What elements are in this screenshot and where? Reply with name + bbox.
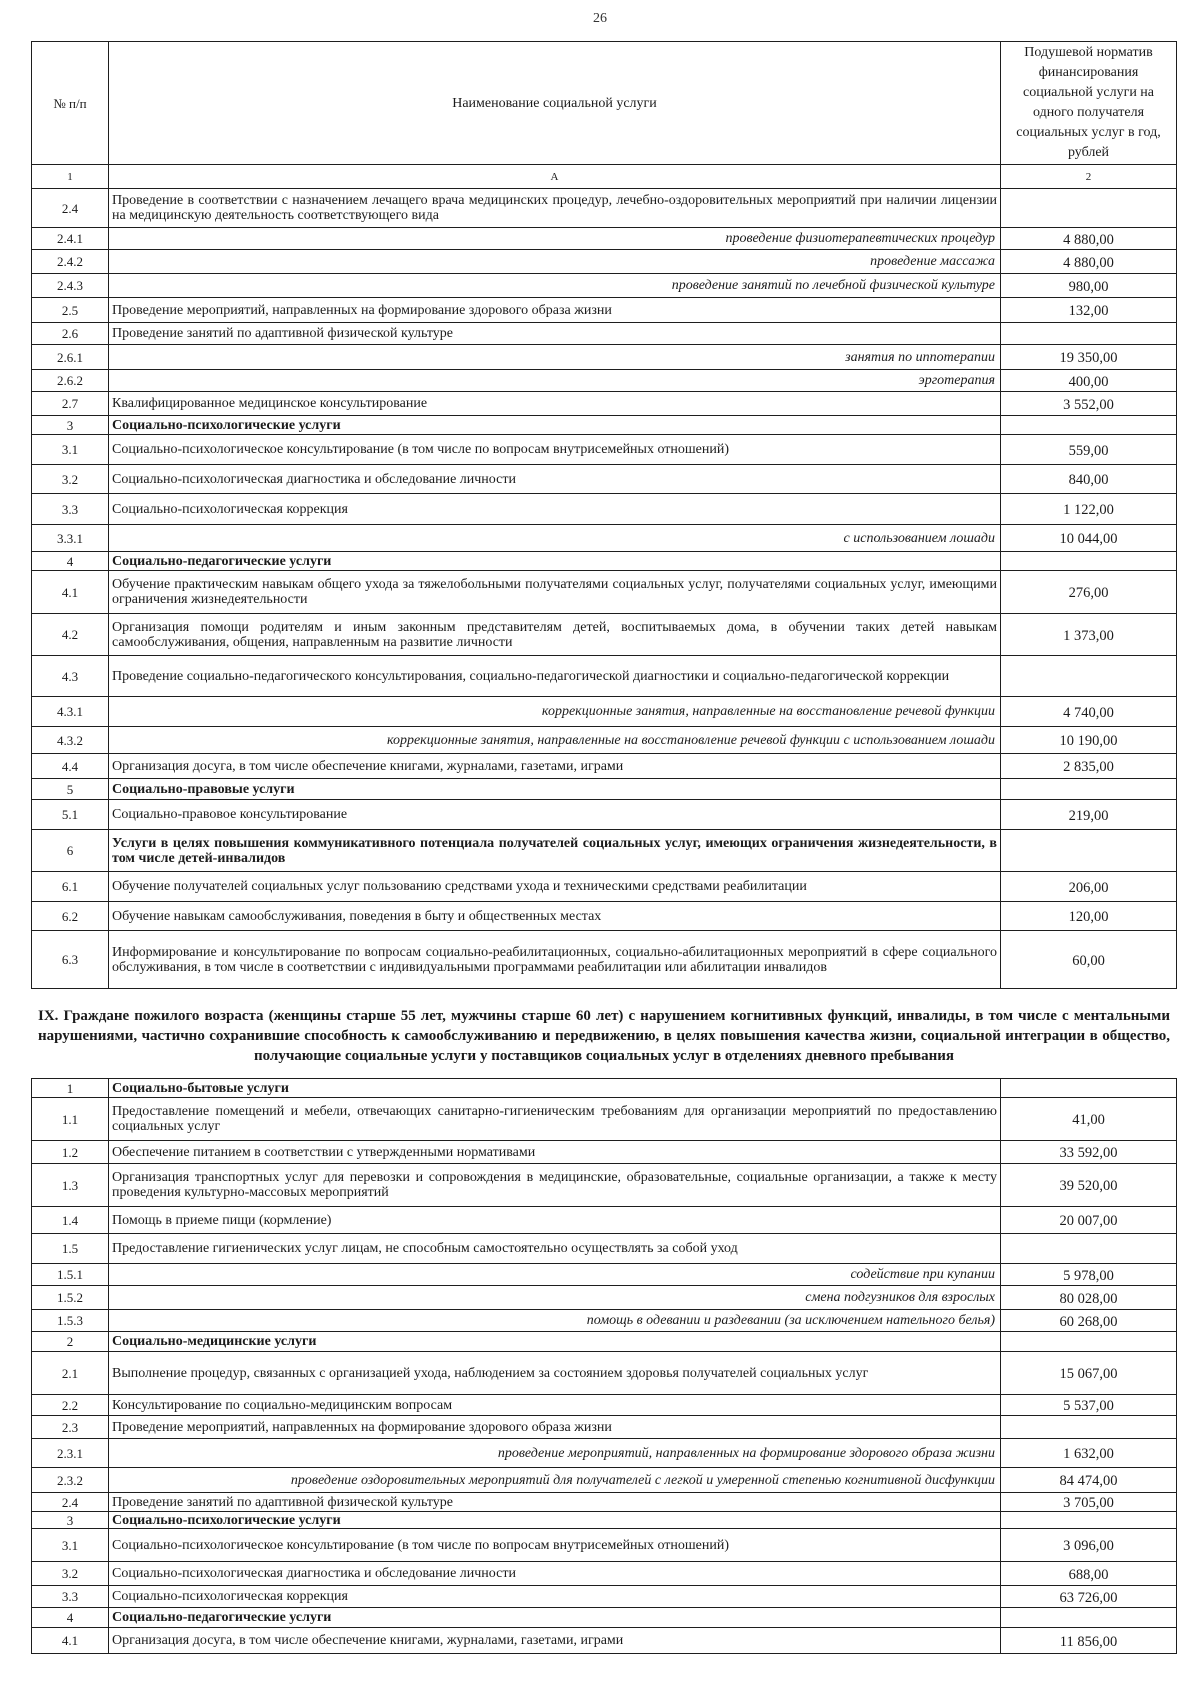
service-name: содействие при купании: [109, 1264, 1001, 1286]
service-name: Консультирование по социально-медицинским вопросам: [109, 1395, 1001, 1416]
row-number: 6.2: [32, 902, 109, 931]
row-number: 3.1: [32, 435, 109, 465]
section-row: [32, 830, 1177, 872]
value-column-header: Подушевой норматив финансирования социальной услуги на одного получателя социальных услуг в год, рублей: [1001, 42, 1177, 165]
services-table-section-ix: [31, 1078, 1177, 1654]
row-number: 3: [32, 1512, 109, 1529]
funding-value: 10 044,00: [1001, 525, 1177, 552]
funding-value: 559,00: [1001, 435, 1177, 465]
service-name: Проведение занятий по адаптивной физической культуре: [109, 323, 1001, 345]
row-number: 3.2: [32, 465, 109, 494]
row-number: 6.1: [32, 872, 109, 902]
service-name: Социально-правовые услуги: [109, 779, 1001, 800]
subitem-row: [32, 228, 1177, 250]
service-name: Информирование и консультирование по вопросам социально-реабилитационных, социально-абилитационных мероприятий в сфере социального обслуживания, в том числе в соответствии с индивидуальными программами реабилитации или абилитации инвалидов: [109, 931, 1001, 989]
service-row: [32, 1562, 1177, 1586]
service-name: Обучение получателей социальных услуг пользованию средствами ухода и техническими средствами реабилитации: [109, 872, 1001, 902]
service-row: [32, 1493, 1177, 1512]
service-row: [32, 902, 1177, 931]
service-name: занятия по иппотерапии: [109, 345, 1001, 370]
service-row: [32, 435, 1177, 465]
row-number: 2.4.3: [32, 274, 109, 298]
service-name: Организация помощи родителям и иным законным представителям детей, воспитываемых дома, в обучении таких детей навыкам самообслуживания, общения, направленным на развитие личности: [109, 614, 1001, 656]
funding-value: 688,00: [1001, 1562, 1177, 1586]
funding-value: [1001, 189, 1177, 228]
service-name: Социально-психологические услуги: [109, 1512, 1001, 1529]
row-number: 6: [32, 830, 109, 872]
subitem-row: [32, 345, 1177, 370]
funding-value: [1001, 1608, 1177, 1628]
service-row: [32, 1529, 1177, 1562]
service-name: помощь в одевании и раздевании (за исключением нательного белья): [109, 1310, 1001, 1332]
funding-value: 219,00: [1001, 800, 1177, 830]
row-number: 3: [32, 416, 109, 435]
row-number: 2.1: [32, 1352, 109, 1395]
funding-value: 19 350,00: [1001, 345, 1177, 370]
service-name: коррекционные занятия, направленные на восстановление речевой функции с использованием лошади: [109, 727, 1001, 754]
row-number: 2.4.2: [32, 250, 109, 274]
funding-value: 41,00: [1001, 1098, 1177, 1141]
service-row: [32, 1416, 1177, 1439]
row-number: 4.3.2: [32, 727, 109, 754]
funding-value: 5 537,00: [1001, 1395, 1177, 1416]
funding-value: [1001, 779, 1177, 800]
section-row: [32, 1608, 1177, 1628]
subitem-row: [32, 727, 1177, 754]
row-number: 1.5.1: [32, 1264, 109, 1286]
service-name: Проведение мероприятий, направленных на формирование здорового образа жизни: [109, 298, 1001, 323]
service-name: проведение занятий по лечебной физической культуре: [109, 274, 1001, 298]
funding-value: 3 552,00: [1001, 392, 1177, 416]
funding-value: [1001, 1416, 1177, 1439]
row-number: 1.1: [32, 1098, 109, 1141]
name-column-header: Наименование социальной услуги: [109, 42, 1001, 165]
row-number: 3.3: [32, 494, 109, 525]
section-row: [32, 1332, 1177, 1352]
section-ix-heading: IX. Граждане пожилого возраста (женщины старше 55 лет, мужчины старше 60 лет) с нарушением когнитивных функций, инвалиды, в том числе с ментальными нарушениями, частично сохранившие способность к самообслуживанию и передвижению, в целях повышения качества жизни, социальной интеграции в общество, получающие социальные услуги у поставщиков социальных услуг в отделениях дневного пребывания: [38, 1008, 1170, 1064]
column-numbering-row: [32, 165, 1177, 189]
funding-value: 11 856,00: [1001, 1628, 1177, 1654]
funding-value: 400,00: [1001, 370, 1177, 392]
row-number: 5.1: [32, 800, 109, 830]
service-name: Социально-правовое консультирование: [109, 800, 1001, 830]
funding-value: 1 373,00: [1001, 614, 1177, 656]
service-name: Социально-психологическая диагностика и обследование личности: [109, 1562, 1001, 1586]
service-row: [32, 1352, 1177, 1395]
subitem-row: [32, 525, 1177, 552]
service-name: Социально-педагогические услуги: [109, 552, 1001, 571]
service-row: [32, 189, 1177, 228]
section-row: [32, 1512, 1177, 1529]
column-number: 1: [32, 165, 109, 189]
page-number: 26: [593, 11, 607, 26]
service-row: [32, 1141, 1177, 1164]
funding-value: 2 835,00: [1001, 754, 1177, 779]
table-body: [32, 1079, 1177, 1654]
subitem-row: [32, 1439, 1177, 1468]
service-name: Обеспечение питанием в соответствии с утвержденными нормативами: [109, 1141, 1001, 1164]
service-row: [32, 1234, 1177, 1264]
services-table-continued: [31, 41, 1177, 989]
row-number: 1: [32, 1079, 109, 1098]
funding-value: [1001, 416, 1177, 435]
subitem-row: [32, 1468, 1177, 1493]
service-name: Квалифицированное медицинское консультирование: [109, 392, 1001, 416]
service-name: Проведение в соответствии с назначением лечащего врача медицинских процедур, лечебно-оздоровительных мероприятий при наличии лицензии на медицинскую деятельность соответствующего вида: [109, 189, 1001, 228]
service-row: [32, 754, 1177, 779]
funding-value: 20 007,00: [1001, 1207, 1177, 1234]
funding-value: 1 122,00: [1001, 494, 1177, 525]
subitem-row: [32, 370, 1177, 392]
service-name: Организация досуга, в том числе обеспечение книгами, журналами, газетами, играми: [109, 754, 1001, 779]
funding-value: 3 096,00: [1001, 1529, 1177, 1562]
row-number: 2.3: [32, 1416, 109, 1439]
funding-value: 5 978,00: [1001, 1264, 1177, 1286]
row-number: 5: [32, 779, 109, 800]
subitem-row: [32, 1310, 1177, 1332]
row-number: 4.1: [32, 1628, 109, 1654]
funding-value: 63 726,00: [1001, 1586, 1177, 1608]
service-name: Услуги в целях повышения коммуникативного потенциала получателей социальных услуг, имеющих ограничения жизнедеятельности, в том числе детей-инвалидов: [109, 830, 1001, 872]
service-row: [32, 1207, 1177, 1234]
funding-value: [1001, 552, 1177, 571]
service-name: Проведение социально-педагогического консультирования, социально-педагогической диагностики и социально-педагогической коррекции: [109, 656, 1001, 697]
service-row: [32, 1395, 1177, 1416]
row-number: 1.2: [32, 1141, 109, 1164]
row-number: 3.3.1: [32, 525, 109, 552]
number-column-header: № п/п: [32, 42, 109, 165]
row-number: 3.2: [32, 1562, 109, 1586]
row-number: 2.4.1: [32, 228, 109, 250]
row-number: 4: [32, 552, 109, 571]
service-name: Социально-психологические услуги: [109, 416, 1001, 435]
service-name: с использованием лошади: [109, 525, 1001, 552]
service-row: [32, 465, 1177, 494]
funding-value: 1 632,00: [1001, 1439, 1177, 1468]
service-name: Организация транспортных услуг для перевозки и сопровождения в медицинские, образовательные, социальные организации, а также к месту проведения культурно-массовых мероприятий: [109, 1164, 1001, 1207]
row-number: 2.6.2: [32, 370, 109, 392]
row-number: 1.5.3: [32, 1310, 109, 1332]
section-row: [32, 779, 1177, 800]
service-row: [32, 1164, 1177, 1207]
funding-value: 4 880,00: [1001, 250, 1177, 274]
funding-value: 84 474,00: [1001, 1468, 1177, 1493]
funding-value: [1001, 1512, 1177, 1529]
funding-value: 132,00: [1001, 298, 1177, 323]
section-row: [32, 416, 1177, 435]
service-name: Социально-психологическая диагностика и обследование личности: [109, 465, 1001, 494]
row-number: 4: [32, 1608, 109, 1628]
row-number: 2.4: [32, 1493, 109, 1512]
service-name: Социально-психологическая коррекция: [109, 1586, 1001, 1608]
funding-value: 120,00: [1001, 902, 1177, 931]
row-number: 2.3.2: [32, 1468, 109, 1493]
section-row: [32, 552, 1177, 571]
service-name: Проведение занятий по адаптивной физической культуре: [109, 1493, 1001, 1512]
subitem-row: [32, 250, 1177, 274]
service-name: Организация досуга, в том числе обеспечение книгами, журналами, газетами, играми: [109, 1628, 1001, 1654]
row-number: 2.4: [32, 189, 109, 228]
table-body: [32, 189, 1177, 989]
service-name: проведение физиотерапевтических процедур: [109, 228, 1001, 250]
service-row: [32, 931, 1177, 989]
row-number: 1.5.2: [32, 1286, 109, 1310]
funding-value: [1001, 323, 1177, 345]
funding-value: 4 740,00: [1001, 697, 1177, 727]
row-number: 1.5: [32, 1234, 109, 1264]
service-name: Социально-медицинские услуги: [109, 1332, 1001, 1352]
funding-value: [1001, 1234, 1177, 1264]
service-name: Социально-педагогические услуги: [109, 1608, 1001, 1628]
service-name: Обучение навыкам самообслуживания, поведения в быту и общественных местах: [109, 902, 1001, 931]
service-name: Социально-психологическое консультирование (в том числе по вопросам внутрисемейных отношений): [109, 1529, 1001, 1562]
subitem-row: [32, 697, 1177, 727]
service-name: Предоставление помещений и мебели, отвечающих санитарно-гигиеническим требованиям для организации мероприятий по предоставлению социальных услуг: [109, 1098, 1001, 1141]
service-row: [32, 298, 1177, 323]
row-number: 4.3: [32, 656, 109, 697]
funding-value: 39 520,00: [1001, 1164, 1177, 1207]
service-row: [32, 872, 1177, 902]
table-header-row: [32, 42, 1177, 165]
funding-value: 60 268,00: [1001, 1310, 1177, 1332]
funding-value: 33 592,00: [1001, 1141, 1177, 1164]
row-number: 4.1: [32, 571, 109, 614]
subitem-row: [32, 1286, 1177, 1310]
funding-value: [1001, 656, 1177, 697]
funding-value: 3 705,00: [1001, 1493, 1177, 1512]
service-name: смена подгузников для взрослых: [109, 1286, 1001, 1310]
row-number: 1.3: [32, 1164, 109, 1207]
column-number: 2: [1001, 165, 1177, 189]
subitem-row: [32, 274, 1177, 298]
funding-value: 840,00: [1001, 465, 1177, 494]
row-number: 4.4: [32, 754, 109, 779]
funding-value: 206,00: [1001, 872, 1177, 902]
subitem-row: [32, 1264, 1177, 1286]
column-number: А: [109, 165, 1001, 189]
row-number: 2: [32, 1332, 109, 1352]
service-row: [32, 614, 1177, 656]
row-number: 2.3.1: [32, 1439, 109, 1468]
service-name: коррекционные занятия, направленные на восстановление речевой функции: [109, 697, 1001, 727]
row-number: 4.3.1: [32, 697, 109, 727]
service-name: Предоставление гигиенических услуг лицам, не способным самостоятельно осуществлять за собой уход: [109, 1234, 1001, 1264]
funding-value: 10 190,00: [1001, 727, 1177, 754]
funding-value: [1001, 830, 1177, 872]
service-row: [32, 571, 1177, 614]
funding-value: [1001, 1332, 1177, 1352]
service-name: Проведение мероприятий, направленных на формирование здорового образа жизни: [109, 1416, 1001, 1439]
row-number: 2.2: [32, 1395, 109, 1416]
row-number: 3.1: [32, 1529, 109, 1562]
section-row: [32, 1079, 1177, 1098]
service-row: [32, 800, 1177, 830]
funding-value: 60,00: [1001, 931, 1177, 989]
funding-value: 4 880,00: [1001, 228, 1177, 250]
row-number: 2.6.1: [32, 345, 109, 370]
service-name: Социально-психологическое консультирование (в том числе по вопросам внутрисемейных отношений): [109, 435, 1001, 465]
service-name: проведение оздоровительных мероприятий для получателей с легкой и умеренной степенью когнитивной дисфункции: [109, 1468, 1001, 1493]
row-number: 4.2: [32, 614, 109, 656]
funding-value: 276,00: [1001, 571, 1177, 614]
funding-value: 980,00: [1001, 274, 1177, 298]
row-number: 1.4: [32, 1207, 109, 1234]
row-number: 6.3: [32, 931, 109, 989]
service-name: проведение массажа: [109, 250, 1001, 274]
service-name: Обучение практическим навыкам общего ухода за тяжелобольными получателями социальных услуг, получателями социальных услуг, имеющими ограничения жизнедеятельности: [109, 571, 1001, 614]
service-row: [32, 392, 1177, 416]
service-name: Выполнение процедур, связанных с организацией ухода, наблюдением за состоянием здоровья получателей социальных услуг: [109, 1352, 1001, 1395]
row-number: 2.6: [32, 323, 109, 345]
service-row: [32, 1098, 1177, 1141]
service-row: [32, 494, 1177, 525]
service-row: [32, 323, 1177, 345]
funding-value: [1001, 1079, 1177, 1098]
row-number: 2.7: [32, 392, 109, 416]
service-name: эрготерапия: [109, 370, 1001, 392]
service-row: [32, 656, 1177, 697]
service-name: проведение мероприятий, направленных на формирование здорового образа жизни: [109, 1439, 1001, 1468]
service-row: [32, 1628, 1177, 1654]
service-name: Помощь в приеме пищи (кормление): [109, 1207, 1001, 1234]
row-number: 3.3: [32, 1586, 109, 1608]
row-number: 2.5: [32, 298, 109, 323]
funding-value: 80 028,00: [1001, 1286, 1177, 1310]
funding-value: 15 067,00: [1001, 1352, 1177, 1395]
service-name: Социально-бытовые услуги: [109, 1079, 1001, 1098]
service-row: [32, 1586, 1177, 1608]
service-name: Социально-психологическая коррекция: [109, 494, 1001, 525]
